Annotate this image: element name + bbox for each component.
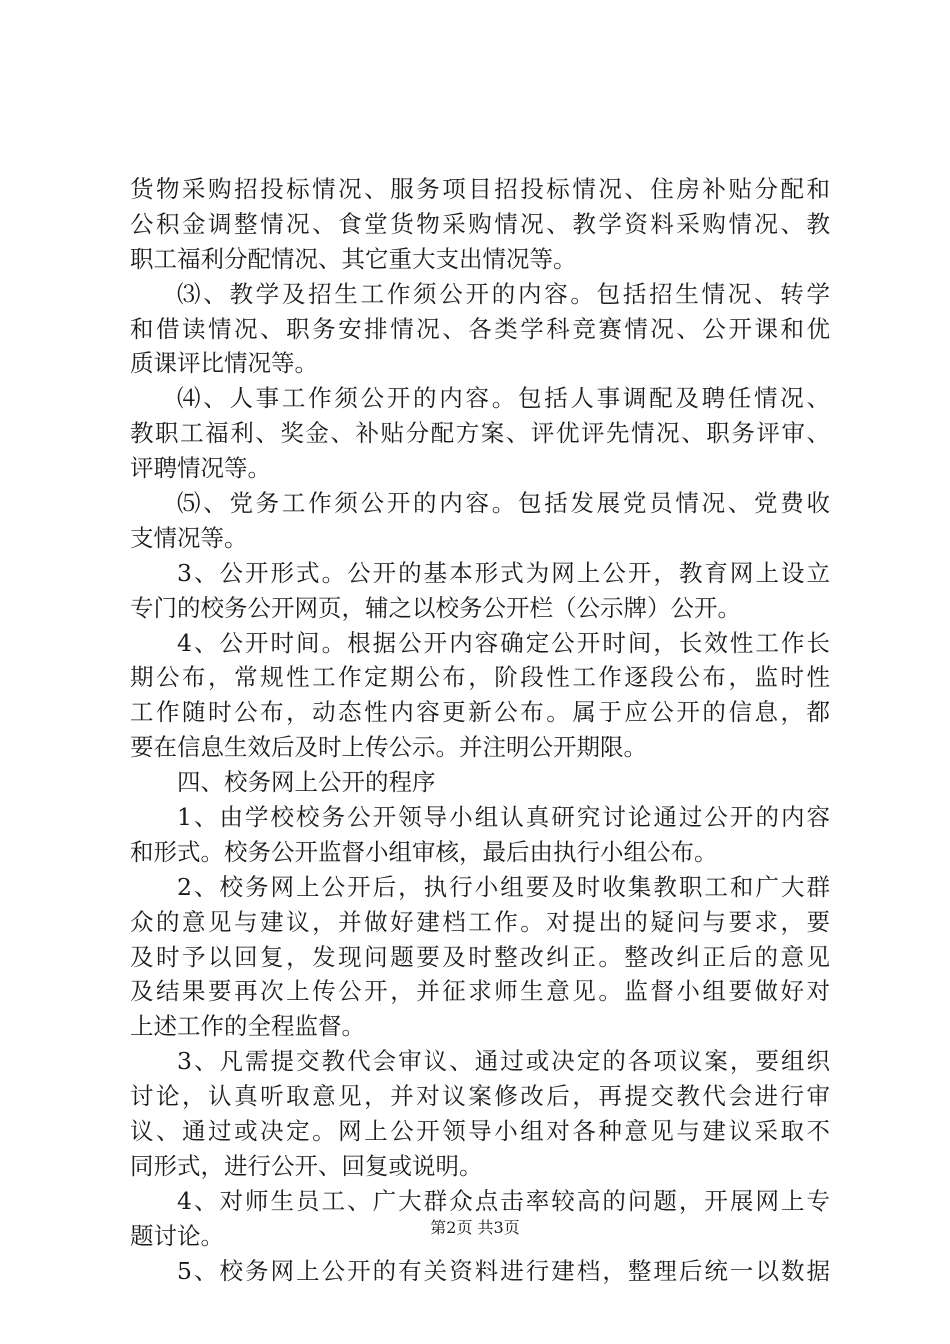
- text-line: 专门的校务公开网页，辅之以校务公开栏（公示牌）公开。: [130, 593, 741, 622]
- text-line: 教职工福利、奖金、补贴分配方案、评优评先情况、职务评审、: [130, 419, 830, 448]
- text-line: 4、公开时间。根据公开内容确定公开时间，长效性工作长: [177, 628, 830, 657]
- text-line: 3、凡需提交教代会审议、通过或决定的各项议案，要组织: [177, 1047, 830, 1076]
- text-line: 职工福利分配情况、其它重大支出情况等。: [130, 244, 577, 273]
- text-line: 2、校务网上公开后，执行小组要及时收集教职工和广大群: [177, 872, 830, 901]
- text-line: 和形式。校务公开监督小组审核，最后由执行小组公布。: [130, 837, 718, 866]
- text-line: 支情况等。: [130, 523, 248, 552]
- text-line: 公积金调整情况、食堂货物采购情况、教学资料采购情况、教: [130, 209, 830, 238]
- text-line: 要在信息生效后及时上传公示。并注明公开期限。: [130, 733, 647, 762]
- text-line: 1、由学校校务公开领导小组认真研究讨论通过公开的内容: [177, 803, 830, 832]
- text-line: ⑶、教学及招生工作须公开的内容。包括招生情况、转学: [177, 279, 830, 308]
- text-line: 5、校务网上公开的有关资料进行建档，整理后统一以数据: [177, 1256, 830, 1285]
- text-line: 和借读情况、职务安排情况、各类学科竞赛情况、公开课和优: [130, 314, 830, 343]
- text-line: 讨论，认真听取意见，并对议案修改后，再提交教代会进行审: [130, 1082, 830, 1111]
- text-line: 3、公开形式。公开的基本形式为网上公开，教育网上设立: [177, 558, 830, 587]
- text-line: 工作随时公布，动态性内容更新公布。属于应公开的信息，都: [130, 698, 830, 727]
- text-line: 货物采购招投标情况、服务项目招投标情况、住房补贴分配和: [130, 175, 830, 203]
- text-line: 上述工作的全程监督。: [130, 1012, 365, 1041]
- text-line: 及时予以回复，发现问题要及时整改纠正。整改纠正后的意见: [130, 942, 830, 971]
- text-line: 议、通过或决定。网上公开领导小组对各种意见与建议采取不: [130, 1117, 830, 1146]
- text-line: 同形式，进行公开、回复或说明。: [130, 1151, 483, 1180]
- text-line: 评聘情况等。: [130, 454, 271, 483]
- page-number: 第2页 共3页: [430, 1218, 520, 1237]
- text-line: 4、对师生员工、广大群众点击率较高的问题，开展网上专: [177, 1186, 830, 1215]
- text-line: ⑷、人事工作须公开的内容。包括人事调配及聘任情况、: [177, 384, 830, 413]
- page-footer: [0, 1218, 950, 1238]
- text-line: 众的意见与建议，并做好建档工作。对提出的疑问与要求，要: [130, 907, 830, 936]
- document-body: [130, 172, 830, 1289]
- text-line: 质课评比情况等。: [130, 349, 318, 378]
- text-line: 四、校务网上公开的程序: [177, 768, 436, 797]
- text-line: 题讨论。: [130, 1221, 224, 1250]
- text-line: ⑸、党务工作须公开的内容。包括发展党员情况、党费收: [177, 489, 830, 518]
- text-line: 及结果要再次上传公开，并征求师生意见。监督小组要做好对: [130, 977, 830, 1006]
- text-line: 期公布，常规性工作定期公布，阶段性工作逐段公布，监时性: [130, 663, 830, 692]
